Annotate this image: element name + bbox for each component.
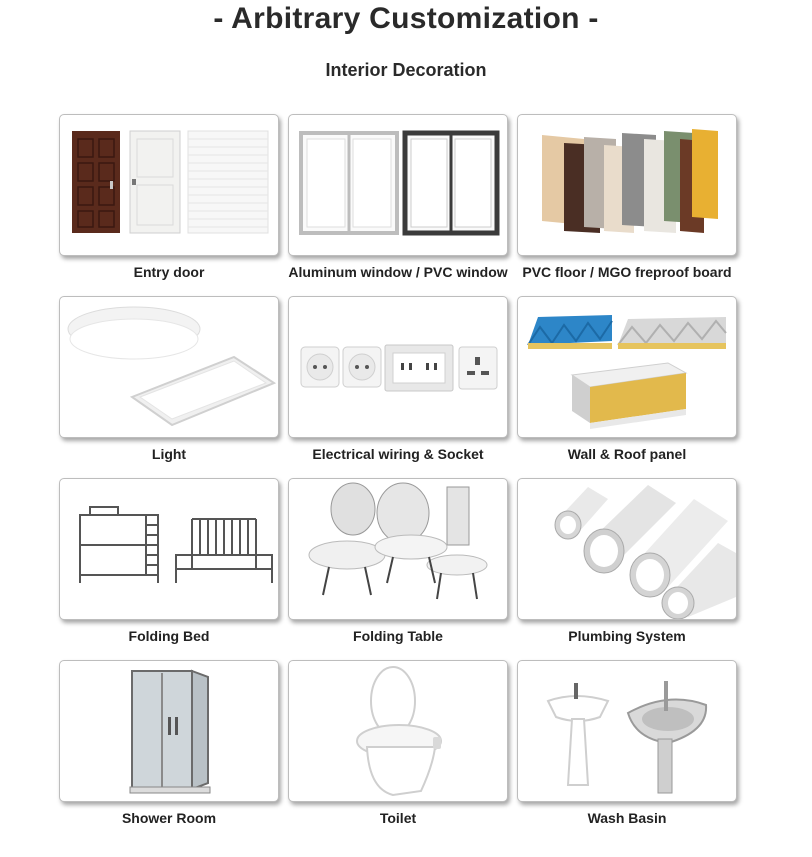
product-card-shower[interactable] — [59, 660, 279, 842]
toilet-icon — [289, 661, 507, 801]
product-label: Toilet — [379, 810, 417, 826]
product-card-window[interactable] — [288, 114, 508, 296]
folding-table-icon — [289, 479, 507, 619]
product-image-frame — [288, 296, 508, 438]
sandwich-panel-icon — [518, 297, 736, 437]
product-card-light[interactable] — [59, 296, 279, 478]
product-image-frame — [288, 478, 508, 620]
product-label: Wash Basin — [587, 810, 667, 826]
socket-icon — [289, 297, 507, 437]
bed-icon — [60, 479, 278, 619]
product-image-frame — [59, 114, 279, 256]
product-grid — [59, 114, 737, 842]
door-icon — [60, 115, 278, 255]
product-image-frame — [59, 660, 279, 802]
product-image-frame — [59, 478, 279, 620]
product-label: Folding Bed — [128, 628, 210, 644]
wash-basin-icon — [518, 661, 736, 801]
product-image-frame — [517, 114, 737, 256]
product-image-frame — [517, 478, 737, 620]
product-image-frame — [517, 660, 737, 802]
ceiling-light-icon — [60, 297, 278, 437]
product-card-boards[interactable] — [517, 114, 737, 296]
product-card-bed[interactable] — [59, 478, 279, 660]
window-icon — [289, 115, 507, 255]
product-label: Wall & Roof panel — [567, 446, 687, 462]
page-title: - Arbitrary Customization - — [213, 2, 599, 35]
product-card-basin[interactable] — [517, 660, 737, 842]
product-card-toilet[interactable] — [288, 660, 508, 842]
product-label: Folding Table — [353, 628, 443, 644]
product-card-entry-door[interactable] — [59, 114, 279, 296]
shower-room-icon — [60, 661, 278, 801]
product-card-panel[interactable] — [517, 296, 737, 478]
section-subtitle: Interior Decoration — [325, 60, 487, 80]
product-image-frame — [517, 296, 737, 438]
product-image-frame — [288, 660, 508, 802]
product-label: PVC floor / MGO freproof board — [522, 264, 732, 280]
product-card-socket[interactable] — [288, 296, 508, 478]
board-icon — [518, 115, 736, 255]
product-image-frame — [59, 296, 279, 438]
product-label: Light — [151, 446, 187, 462]
product-label: Electrical wiring & Socket — [312, 446, 484, 462]
product-label: Entry door — [133, 264, 205, 280]
product-label: Aluminum window / PVC window — [288, 264, 508, 280]
product-card-plumbing[interactable] — [517, 478, 737, 660]
product-label: Plumbing System — [568, 628, 686, 644]
product-image-frame — [288, 114, 508, 256]
product-label: Shower Room — [121, 810, 217, 826]
pipe-icon — [518, 479, 736, 619]
product-card-table[interactable] — [288, 478, 508, 660]
